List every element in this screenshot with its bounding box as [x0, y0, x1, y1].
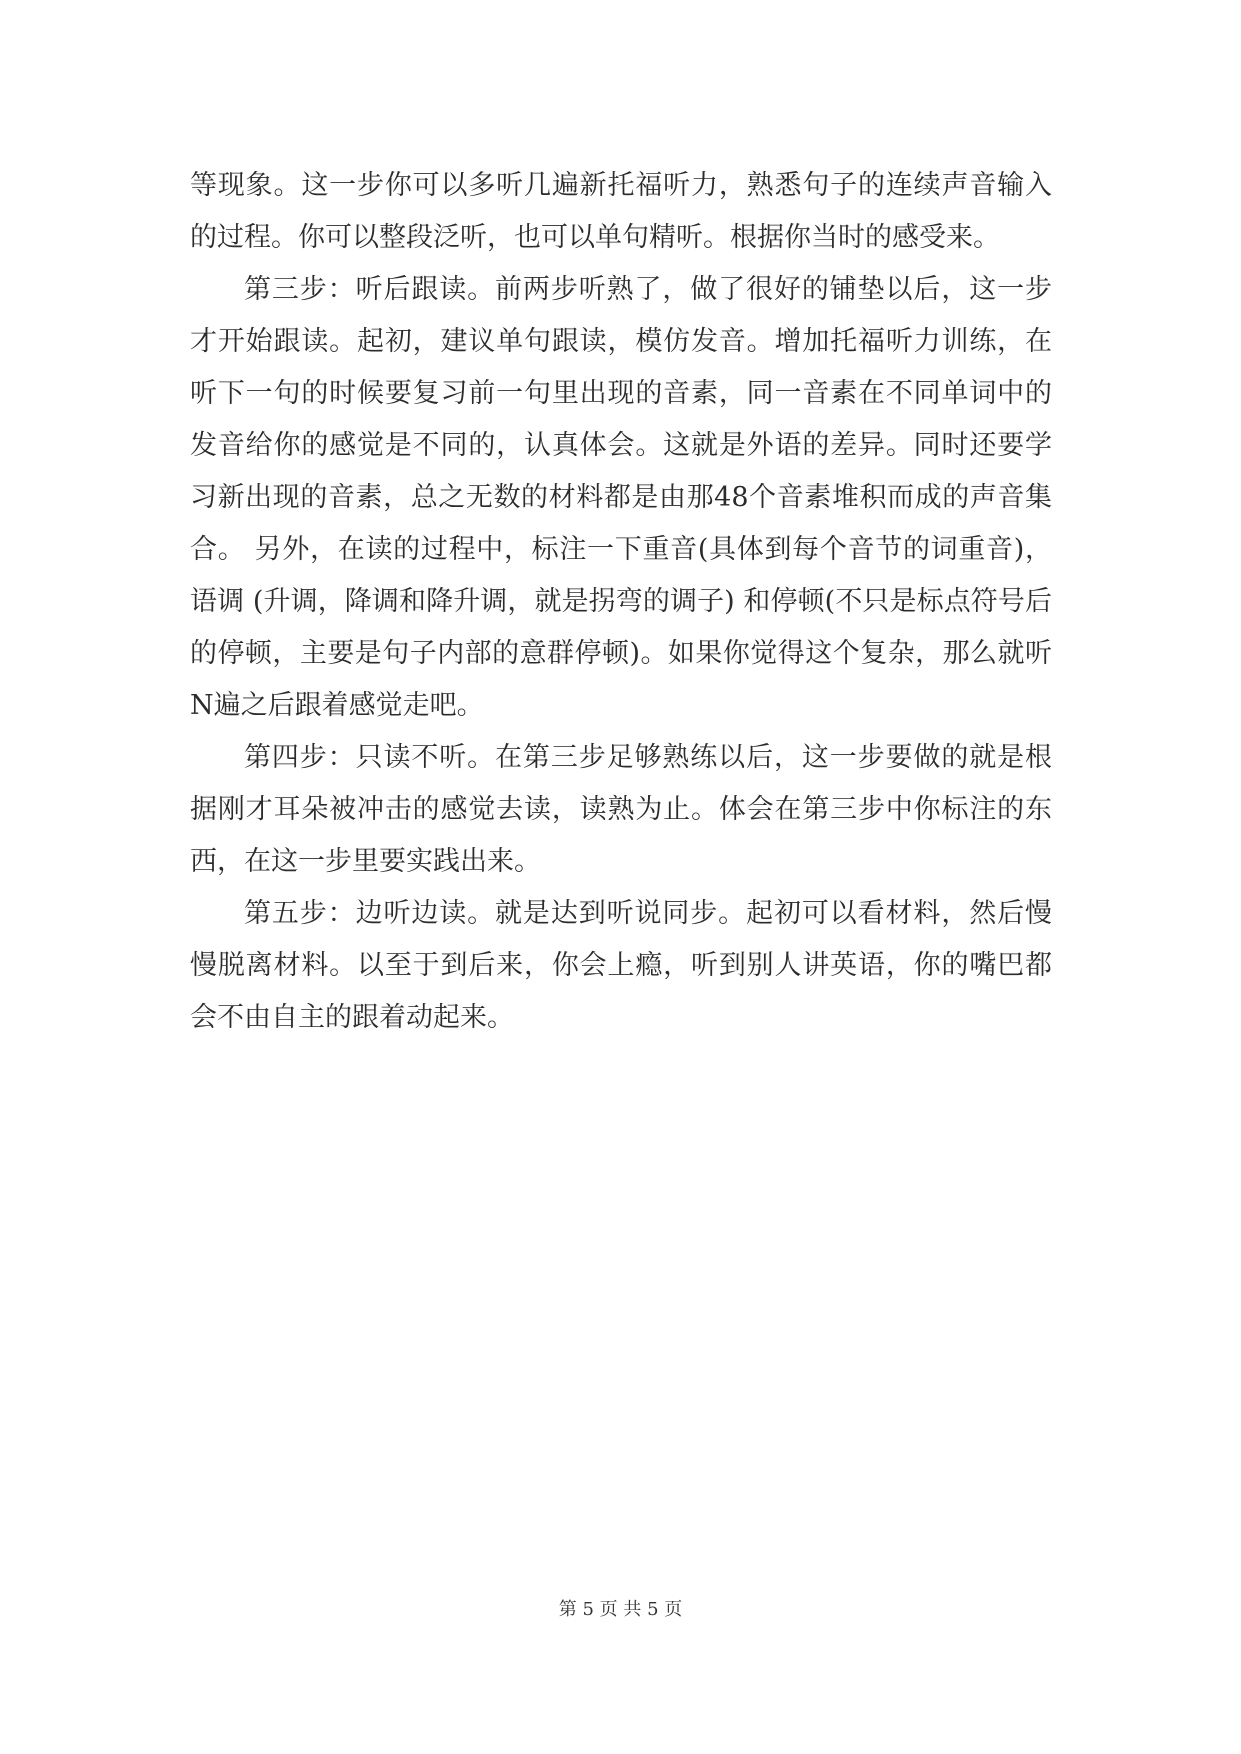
paragraph-step-three: 第三步：听后跟读。前两步听熟了，做了很好的铺垫以后，这一步才开始跟读。起初，建议单句跟读，模仿发音。增加托福听力训练，在听下一句的时候要复习前一句里出现的音素，同一音素在不同单词中的发音给你的感觉是不同的，认真体会。这就是外语的差异。同时还要学习新出现的音素，总之无数的材料都是由那48个音素堆积而成的声音集合。 另外，在读的过程中，标注一下重音(具体到每个音节的词重音)，语调 (升调，降调和降升调，就是拐弯的调子) 和停顿(不只是标点符号后的停顿，主要是句子内部的意群停顿)。如果你觉得这个复杂，那么就听N遍之后跟着感觉走吧。 [190, 274, 1052, 721]
document-body [190, 160, 1052, 1044]
paragraph-step-five: 第五步：边听边读。就是达到听说同步。起初可以看材料，然后慢慢脱离材料。以至于到后来，你会上瘾，听到别人讲英语，你的嘴巴都会不由自主的跟着动起来。 [190, 898, 1052, 1033]
paragraph-1: 等现象。这一步你可以多听几遍新托福听力，熟悉句子的连续声音输入的过程。你可以整段泛听，也可以单句精听。根据你当时的感受来。 [190, 170, 1052, 253]
page-footer [0, 1598, 1241, 1622]
page-number-label: 第 5 页 共 5 页 [558, 1599, 683, 1620]
paragraph-step-four: 第四步：只读不听。在第三步足够熟练以后，这一步要做的就是根据刚才耳朵被冲击的感觉去读，读熟为止。体会在第三步中你标注的东西，在这一步里要实践出来。 [190, 742, 1052, 877]
